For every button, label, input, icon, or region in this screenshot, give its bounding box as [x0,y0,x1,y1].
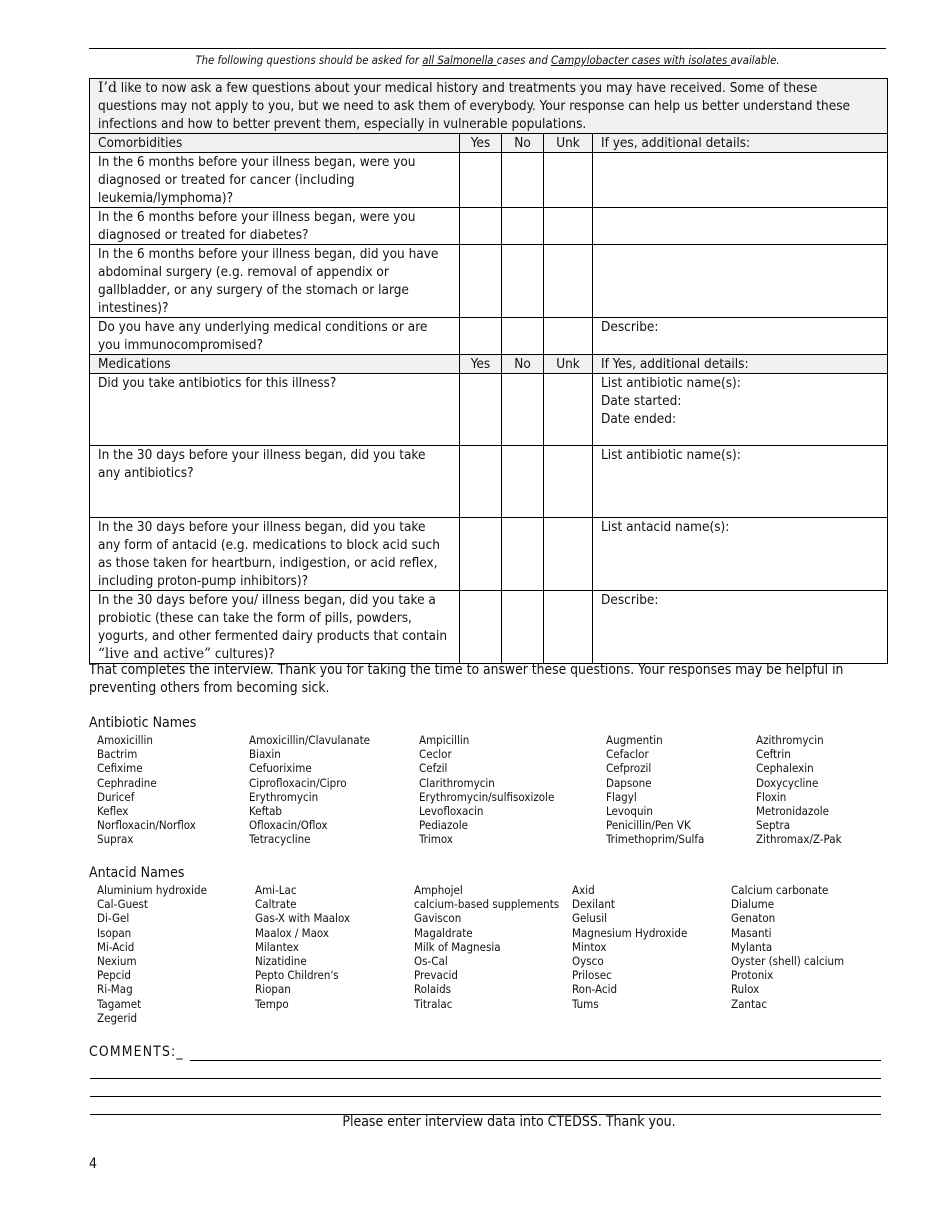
note-text: cases and [496,54,552,67]
antibiotic-name: Pediazole [419,818,468,833]
note-underlined-campylobacter: Campylobacter cases with isolates [551,54,731,67]
no-answer-cell[interactable] [502,518,544,591]
antibiotic-name: Cefuorixime [249,761,312,776]
antacid-name: Prilosec [572,968,612,983]
intro-row [90,79,888,134]
yes-answer-cell[interactable] [460,318,502,355]
antibiotic-name: Clarithromycin [419,775,495,790]
page-number: 4 [89,1156,98,1172]
antacid-name: Nexium [97,953,137,968]
antacid-name: Maalox / Maox [255,925,329,940]
antibiotic-name: Amoxicillin/Clavulanate [249,733,371,747]
antacid-name: Isopan [97,925,132,940]
antacid-name: Calcium carbonate [731,883,829,897]
antibiotic-name: Keflex [97,803,129,818]
comments-line[interactable] [90,1078,881,1079]
antacid-name-row [97,883,887,897]
antacid-name: Riopan [255,982,291,997]
yes-answer-cell[interactable] [460,518,502,591]
antacid-name: Masanti [731,925,772,940]
antibiotic-name: Trimox [419,832,453,847]
antibiotic-name: Erythromycin/sulfisoxizole [419,789,555,804]
antacid-names-label: List antacid name(s): [601,519,730,535]
note-text: The following questions should be asked for [195,54,423,67]
unk-answer-cell[interactable] [544,446,593,518]
antacid-name: Oysco [572,953,604,968]
antibiotic-name: Tetracycline [249,832,311,847]
question-row-underlying-conditions [90,318,888,355]
antibiotic-name-row [97,790,887,804]
antibiotic-name: Augmentin [606,733,663,747]
antacid-name: Mylanta [731,939,773,954]
antibiotic-name-row [97,818,887,832]
details-cell[interactable] [593,374,888,446]
antacid-name: Mi-Acid [97,939,135,954]
antacid-name: Cal-Guest [97,897,148,912]
antacid-name: Gas-X with Maalox [255,911,351,926]
antacid-name: Titralac [414,996,453,1011]
antibiotic-name: Flagyl [606,789,637,804]
antacid-name: Di-Gel [97,911,130,926]
no-answer-cell[interactable] [502,318,544,355]
no-answer-cell[interactable] [502,374,544,446]
antibiotic-name: Keftab [249,803,282,818]
antibiotic-name-row [97,761,887,775]
antacid-names-title: Antacid Names [89,865,185,881]
question-row-diabetes [90,208,888,245]
no-answer-cell[interactable] [502,153,544,208]
date-ended-label: Date ended: [601,411,677,427]
antibiotic-name: Dapsone [606,775,652,790]
details-cell[interactable] [593,245,888,318]
antibiotic-name-row [97,733,887,747]
antibiotic-name: Zithromax/Z-Pak [756,832,842,847]
antacid-name: Tempo [255,996,289,1011]
antibiotic-name: Trimethoprim/Sulfa [606,832,705,847]
antacid-name: Mintox [572,939,607,954]
date-started-label: Date started: [601,393,682,409]
antibiotic-name: Penicillin/Pen VK [606,818,691,833]
antibiotic-name: Amoxicillin [97,733,153,747]
question-row-probiotic [90,591,888,664]
antacid-name: Os-Cal [414,953,448,968]
antibiotic-name: Floxin [756,789,787,804]
instruction-note [89,54,886,67]
antacid-name-row [97,911,887,925]
question-text: In the 6 months before your illness began, were you diagnosed or treated for diabetes? [90,208,460,245]
footer-instruction: Please enter interview data into CTEDSS. Thank you. [342,1114,676,1130]
antacid-name: Pepto Children's [255,968,339,983]
antacid-name: Dialume [731,897,775,912]
antibiotic-name-row [97,804,887,818]
antibiotic-name: Doxycycline [756,775,819,790]
comorbidities-header [90,134,888,153]
yes-answer-cell[interactable] [460,153,502,208]
comments-line[interactable] [190,1060,881,1061]
antibiotic-name: Ceftrin [756,747,791,762]
antacid-names-list [97,883,887,1025]
antibiotic-name: Erythromycin [249,789,319,804]
details-cell[interactable]: Describe: [593,318,888,355]
yes-column-header: Yes [460,134,502,153]
no-answer-cell[interactable] [502,446,544,518]
unk-column-header: Unk [544,134,593,153]
describe-label: Describe: [601,592,659,608]
antacid-name: Protonix [731,968,774,983]
antacid-name-row [97,954,887,968]
details-cell[interactable] [593,591,888,664]
details-cell[interactable] [593,518,888,591]
details-cell[interactable] [593,208,888,245]
antacid-name: Pepcid [97,968,131,983]
antacid-name: Rolaids [414,982,452,997]
unk-answer-cell[interactable] [544,153,593,208]
question-row-surgery [90,245,888,318]
antibiotic-name: Ceclor [419,747,452,762]
antacid-name: Zantac [731,996,768,1011]
antibiotic-name: Biaxin [249,747,281,762]
antacid-name: Magaldrate [414,925,473,940]
antibiotic-name: Cefixime [97,761,143,776]
question-text: In the 30 days before your illness began, did you take any antibiotics? [90,446,460,518]
no-answer-cell[interactable] [502,591,544,664]
antacid-name: Caltrate [255,897,297,912]
antibiotic-name: Ofloxacin/Oflox [249,818,328,833]
intro-first-word: I’d [98,80,117,96]
antibiotic-name: Bactrim [97,747,138,762]
unk-answer-cell[interactable] [544,518,593,591]
closing-text: That completes the interview. Thank you for taking the time to answer these questions. Your responses may be helpful in preventing others from becoming sick. [89,662,844,696]
yes-answer-cell[interactable] [460,245,502,318]
antacid-name-row [97,997,887,1011]
antibiotic-name: Levoquin [606,803,653,818]
antacid-name-row [97,940,887,954]
antacid-name: calcium-based supplements [414,897,560,912]
antibiotic-names-title: Antibiotic Names [89,715,197,731]
unk-column-header: Unk [544,355,593,374]
unk-answer-cell[interactable] [544,208,593,245]
antacid-name: Dexilant [572,897,615,912]
antibiotic-name-row [97,747,887,761]
antibiotic-name: Cefprozil [606,761,652,776]
antacid-name-row [97,926,887,940]
question-quote: “live and active” [98,646,211,662]
unk-answer-cell[interactable] [544,318,593,355]
antibiotic-name-row [97,832,887,846]
antacid-name: Gaviscon [414,911,462,926]
antacid-name: Prevacid [414,968,458,983]
antibiotic-names-label: List antibiotic name(s): [601,447,741,463]
antacid-name: Oyster (shell) calcium [731,953,845,968]
top-rule [89,48,886,49]
antacid-name: Amphojel [414,883,463,897]
antacid-name: Rulox [731,982,760,997]
antacid-name: Tagamet [97,996,142,1011]
no-column-header: No [502,355,544,374]
antacid-name-row [97,1011,887,1025]
antacid-name: Ami-Lac [255,883,297,897]
antacid-name: Milk of Magnesia [414,939,501,954]
antibiotic-name: Suprax [97,832,134,847]
comments-label: COMMENTS:_ [89,1044,184,1060]
question-text-part: In the 30 days before you/ illness began, did you take a probiotic (these can take the form of pills, powders, yogurts, and other fermented dairy products that contain [98,592,448,644]
antibiotic-names-label: List antibiotic name(s): [601,375,741,391]
antibiotic-name: Norfloxacin/Norflox [97,818,196,833]
antacid-name: Gelusil [572,911,607,926]
comorbidities-heading: Comorbidities [90,134,460,153]
yes-answer-cell[interactable] [460,591,502,664]
antibiotic-names-list [97,733,887,847]
medications-heading: Medications [90,355,460,374]
antacid-name [255,1011,414,1025]
antibiotic-name: Ampicillin [419,733,470,747]
antacid-name: Aluminium hydroxide [97,883,207,897]
no-column-header: No [502,134,544,153]
unk-answer-cell[interactable] [544,591,593,664]
details-column-header: If Yes, additional details: [593,355,888,374]
yes-answer-cell[interactable] [460,208,502,245]
antacid-name: Genaton [731,911,776,926]
antacid-name: Nizatidine [255,953,307,968]
note-text: available. [730,54,780,67]
question-row-antibiotics-30days [90,446,888,518]
antacid-name: Axid [572,883,595,897]
question-text [90,591,460,664]
no-answer-cell[interactable] [502,208,544,245]
yes-answer-cell[interactable] [460,374,502,446]
antacid-name-row [97,968,887,982]
antacid-name-row [97,982,887,996]
antacid-name [572,1011,731,1025]
antibiotic-name: Cephradine [97,775,157,790]
unk-answer-cell[interactable] [544,245,593,318]
antibiotic-name: Septra [756,818,791,833]
question-row-antibiotics-illness [90,374,888,446]
antibiotic-name-row [97,776,887,790]
antacid-name [731,1011,887,1025]
no-answer-cell[interactable] [502,245,544,318]
antacid-name: Ri-Mag [97,982,133,997]
question-text: Did you take antibiotics for this illness? [90,374,460,446]
question-text: In the 30 days before your illness began, did you take any form of antacid (e.g. medications to block acid such as those taken for heartburn, indigestion, or acid reflex, including proton-pump inhibitors)? [90,518,460,591]
question-row-antacid [90,518,888,591]
details-cell[interactable] [593,153,888,208]
details-column-header: If yes, additional details: [593,134,888,153]
antibiotic-name: Azithromycin [756,733,824,747]
medications-header [90,355,888,374]
yes-column-header: Yes [460,355,502,374]
medical-history-table [89,78,888,664]
comments-line[interactable] [90,1096,881,1097]
intro-text: like to now ask a few questions about your medical history and treatments you may have received. Some of these questions may not apply to you, but we need to ask them of everybody. Your response can help us better understand these infections and how to better prevent them, especially in vulnerable populations. [98,80,851,132]
antacid-name: Magnesium Hydroxide [572,925,688,940]
antacid-name: Ron-Acid [572,982,618,997]
antibiotic-name: Ciprofloxacin/Cipro [249,775,347,790]
yes-answer-cell[interactable] [460,446,502,518]
question-text-part: cultures)? [211,646,275,662]
antibiotic-name: Cefzil [419,761,448,776]
antibiotic-name: Cefaclor [606,747,649,762]
details-cell[interactable] [593,446,888,518]
antacid-name: Milantex [255,939,299,954]
antibiotic-name: Cephalexin [756,761,814,776]
antacid-name-row [97,897,887,911]
question-text: Do you have any underlying medical conditions or are you immunocompromised? [90,318,460,355]
antacid-name [414,1011,572,1025]
antibiotic-name: Duricef [97,789,135,804]
note-underlined-salmonella: all Salmonella [422,54,497,67]
question-row-cancer [90,153,888,208]
antibiotic-name: Metronidazole [756,803,830,818]
unk-answer-cell[interactable] [544,374,593,446]
question-text: In the 6 months before your illness began, were you diagnosed or treated for cancer (including leukemia/lymphoma)? [90,153,460,208]
antacid-name: Zegerid [97,1010,138,1025]
antibiotic-name: Levofloxacin [419,803,484,818]
antacid-name: Tums [572,996,599,1011]
question-text: In the 6 months before your illness began, did you have abdominal surgery (e.g. removal of appendix or gallbladder, or any surgery of the stomach or large intestines)? [90,245,460,318]
